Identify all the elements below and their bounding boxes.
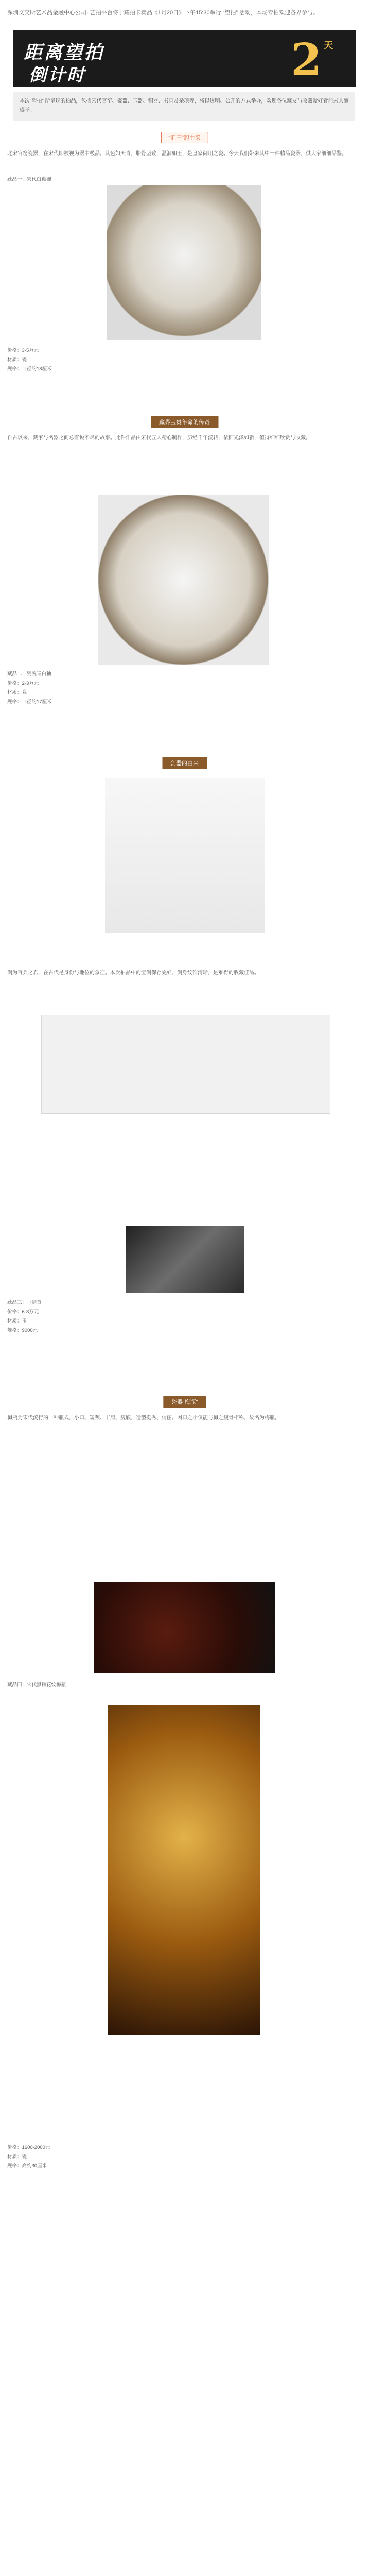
- plate-image: [98, 495, 269, 665]
- notice-box: 本次“望拍” 所呈现的拍品，包括宋代官窑、瓷器、玉器、铜器、书画及杂项等，将以透明、公开的方式举办，欢迎各位藏友与收藏爱好者前来共襄盛举。: [13, 92, 355, 121]
- banner-line1: 距离望拍: [24, 42, 104, 63]
- section2-tag: 藏界宝贵年命的传奇: [151, 416, 218, 428]
- section3-info-1: 材质：玉: [7, 1318, 27, 1324]
- jade-box-image: [126, 1226, 244, 1293]
- banner-suffix: 天: [324, 40, 333, 50]
- section4-tag: 瓷器“梅瓶”: [163, 1396, 206, 1408]
- section1-item-title: 藏品一：宋代白釉碗: [7, 177, 51, 182]
- section2-body: 自古以来，藏家与名器之间总有说不尽的故事。此件作品由宋代匠人精心制作，历经千年流转，依旧光泽如新，值得细细欣赏与收藏。: [7, 435, 311, 441]
- section4-body: 梅瓶为宋代流行的一种瓶式，小口、短颈、丰肩、瘦底，造型挺秀、俏丽。因口之小仅能与梅之瘦骨相称，故名为梅瓶。: [7, 1415, 280, 1421]
- section1-body: 北宋官窑瓷器，在宋代即被视为器中极品。其色如天青，胎骨坚致，温润如玉，是皇家御用之瓷。今天我们带来其中一件精品瓷器，供大家细细品鉴。: [7, 151, 347, 157]
- banner-count: 2: [291, 34, 322, 86]
- section3-tag: 剑器的由来: [162, 757, 207, 769]
- meiping-vase-image: [108, 1705, 260, 2035]
- intro-text: 深圳文交所艺术品金融中心公司· 艺拍平台将于藏拍卡卖品《1月20日》下午15:30举行 “望拍” 活动，本场专拍欢迎各界参与。: [7, 10, 319, 16]
- sword-drawing-image: [105, 778, 265, 933]
- section1-info-0: 价格：3-5万元: [7, 348, 39, 353]
- section2-info-0: 价格：2-3万元: [7, 681, 39, 686]
- section4-info-0: 价格：1600-2000元: [7, 2145, 50, 2150]
- section3-info-0: 价格：6-8万元: [7, 1309, 39, 1315]
- section2-info-1: 材质：瓷: [7, 690, 27, 696]
- countdown-banner: [13, 30, 356, 87]
- bowl-image: [107, 185, 261, 340]
- banner-line2: 倒计时: [29, 65, 86, 86]
- section3-item-title: 藏品三：玉剑首: [7, 1300, 42, 1306]
- section1-info-1: 材质：瓷: [7, 357, 27, 363]
- section4-info-2: 规格：高约30厘米: [7, 2163, 47, 2169]
- section4-info-1: 材质：瓷: [7, 2154, 27, 2160]
- vase-dark-image: [94, 1582, 275, 1673]
- section4-item-title: 藏品四：宋代黑釉花纹梅瓶: [7, 1682, 66, 1688]
- section1-info-2: 规格：口径约18厘米: [7, 366, 52, 372]
- section3-info-2: 规格：9000元: [7, 1328, 38, 1333]
- sword-diagram-image: [41, 1015, 330, 1114]
- section2-info-2: 规格：口径约17厘米: [7, 699, 52, 705]
- section2-item-title: 藏品二：瓷碗青白釉: [7, 671, 51, 677]
- section3-body: 剑为百兵之君，在古代是身份与地位的象征。本次拍品中的宝剑保存完好，剑身纹饰清晰，是难得的收藏佳品。: [7, 970, 259, 976]
- section1-tag: “汇丰”的由来: [161, 132, 208, 143]
